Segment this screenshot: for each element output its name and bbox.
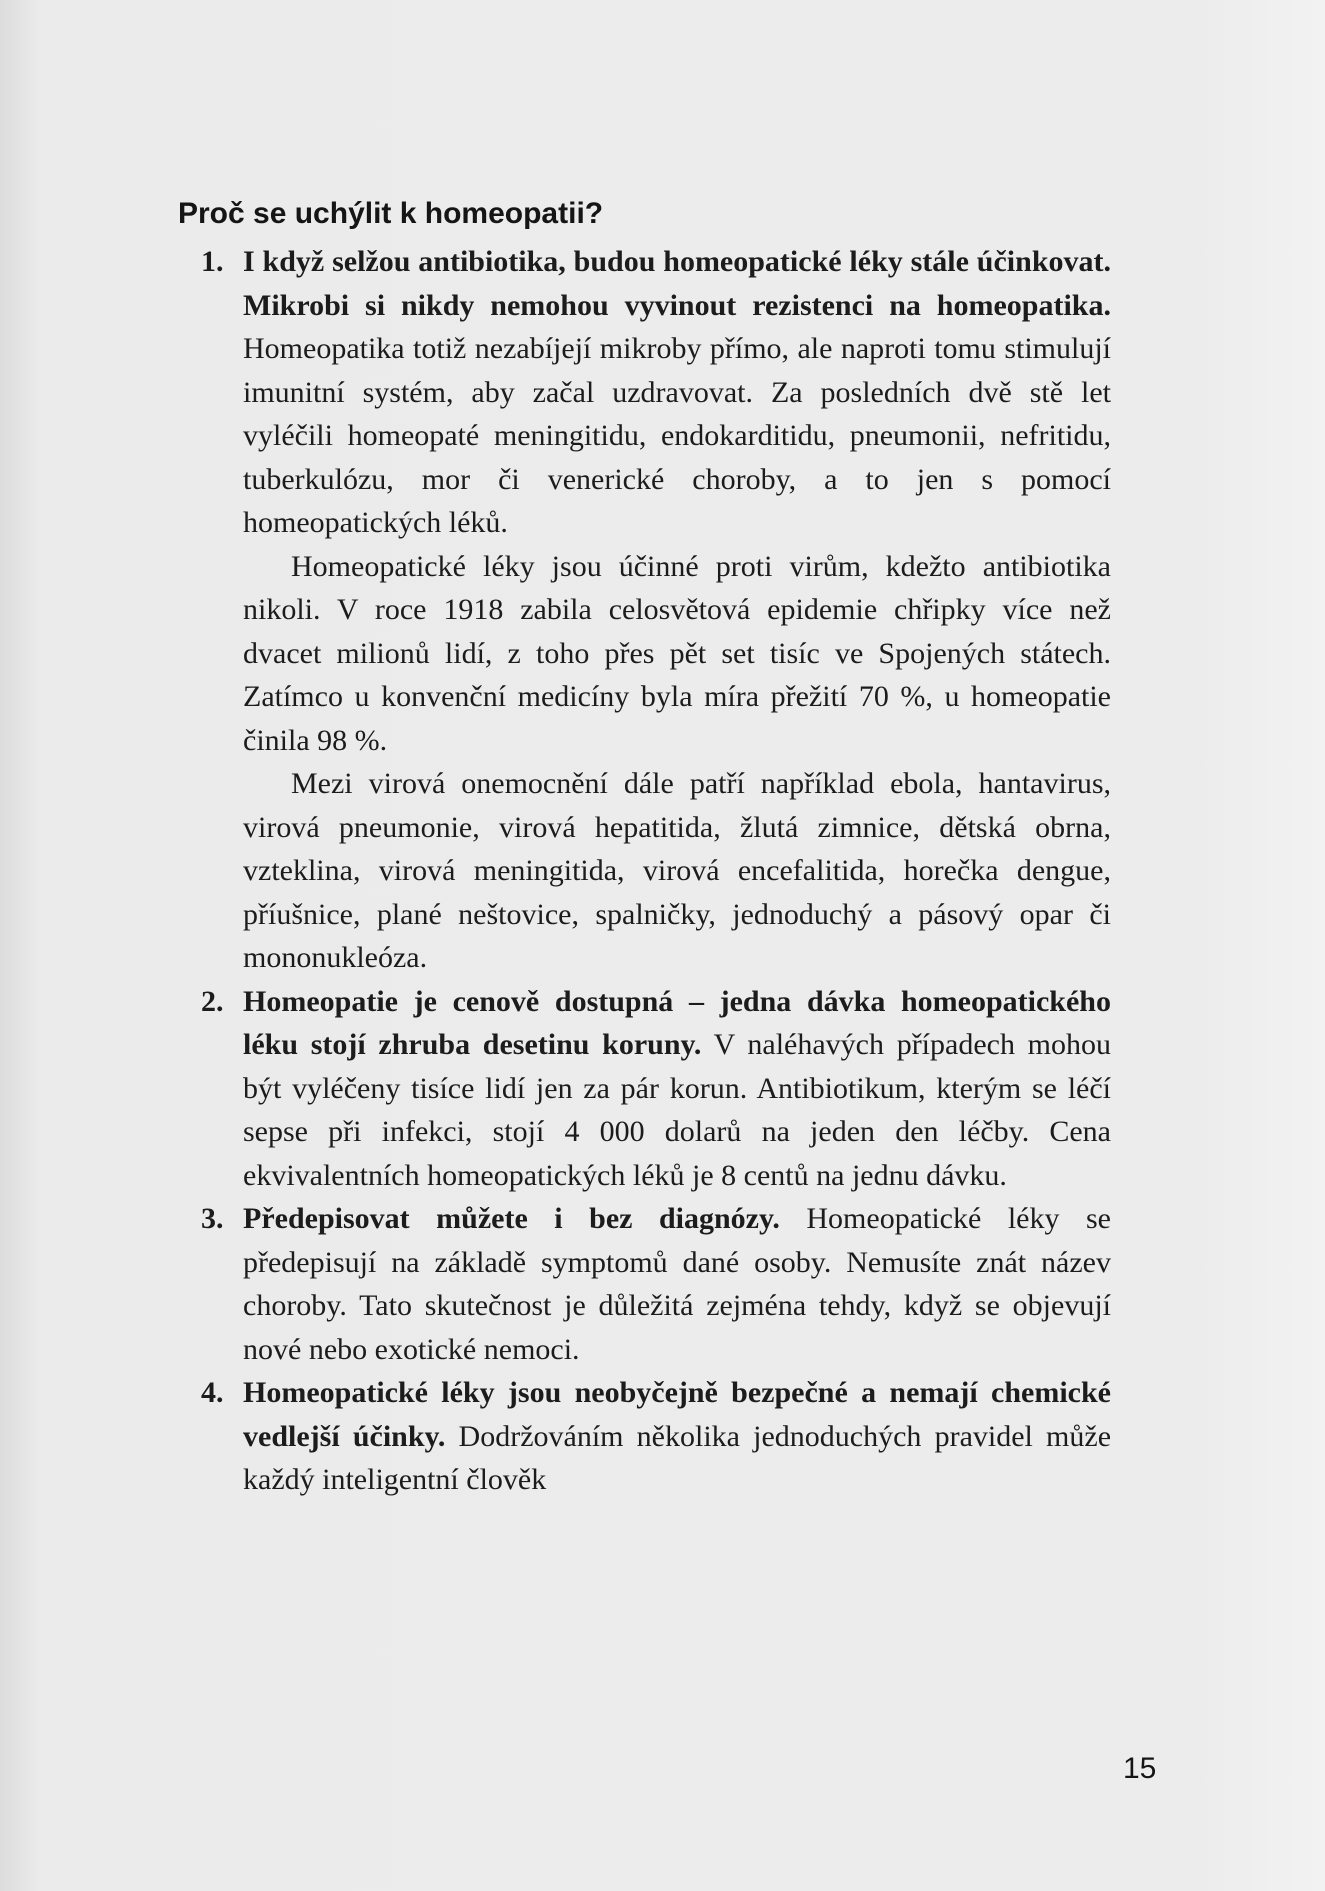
list-item-paragraph: Mezi virová onemocnění dále patří například ebola, hantavirus, virová pneumonie, virová hepatitida, žlutá zimnice, dětská obrna, vzteklina, virová meningitida, virová encefalitida, horečka dengue, příušnice, plané neštovice, spalničky, jednoduchý a pásový opar či mononukleóza. [243, 767, 1111, 974]
list-item-number: 2. [201, 984, 224, 1018]
list-item-number: 3. [201, 1202, 224, 1235]
section-heading: Proč se uchýlit k homeopatii? [178, 197, 604, 230]
list-item-text: Dodržováním několika jednoduchých pravidel může každý inteligentní člověk [243, 1419, 1112, 1496]
list-item-lead: Homeopatie je cenově dostupná – jedna dávka homeopatického léku stojí zhruba desetinu koruny. [243, 984, 1111, 1061]
list-item-paragraph [243, 980, 1111, 1198]
list-item-text: V naléhavých případech mohou být vyléčeny tisíce lidí jen za pár korun. Antibiotikum, kterým se léčí sepse při infekci, stojí 4 000 dolarů na jeden den léčby. Cena ekvivalentních homeopatických léků je 8 centů na jednu dávku. [243, 1028, 1111, 1192]
list-item-lead: I když selžou antibiotika, budou homeopatické léky stále účinkovat. Mikrobi si nikdy nemohou vyvinout rezistenci na homeopatika. [243, 245, 1111, 322]
list-item [201, 1371, 1112, 1502]
reasons-list [201, 240, 1112, 1502]
list-item [201, 1197, 1111, 1371]
list-item-number: 1. [201, 245, 224, 278]
list-item-lead: Homeopatické léky jsou neobyčejně bezpečné a nemají chemické vedlejší účinky. [243, 1376, 1111, 1453]
list-item [201, 980, 1111, 1198]
list-item [201, 240, 1111, 980]
list-item-text: Homeopatika totiž nezabíjejí mikroby přímo, ale naproti tomu stimulují imunitní systém, aby začal uzdravovat. Za posledních dvě stě let vyléčili homeopaté meningitidu, endokarditidu, pneumonii, nefritidu, tuberkulózu, mor či venerické choroby, a to jen s pomocí homeopatických léků. [243, 332, 1111, 539]
list-item-paragraph: Homeopatické léky jsou účinné proti virům, kdežto antibiotika nikoli. V roce 1918 zabila celosvětová epidemie chřipky více než dvacet milionů lidí, z toho přes pět set tisíc ve Spojených státech. Zatímco u konvenční medicíny byla míra přežití 70 %, u homeopatie činila 98 %. [243, 549, 1111, 757]
list-item-number: 4. [201, 1376, 224, 1409]
list-item-paragraph [243, 1197, 1111, 1371]
list-item-paragraph [243, 1371, 1111, 1502]
page-number: 15 [1123, 1752, 1157, 1785]
list-item-paragraph [243, 240, 1111, 545]
list-item-text: Homeopatické léky se předepisují na základě symptomů dané osoby. Nemusíte znát název choroby. Tato skutečnost je důležitá zejména tehdy, když se objevují nové nebo exotické nemoci. [243, 1202, 1111, 1366]
list-item-lead: Předepisovat můžete i bez diagnózy. [243, 1202, 780, 1235]
